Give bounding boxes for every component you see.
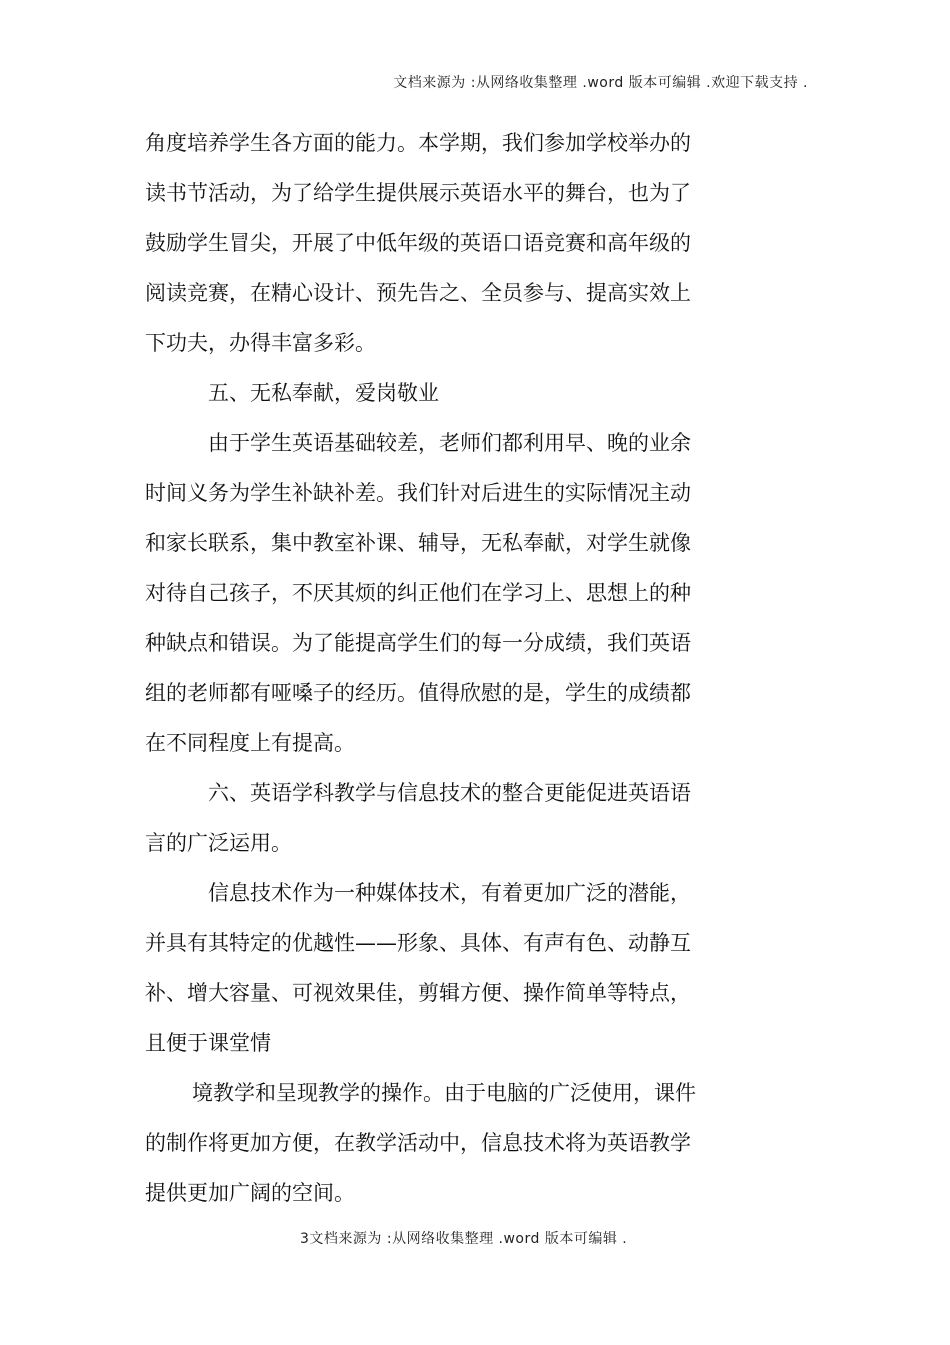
body-line: 鼓励学生冒尖，开展了中低年级的英语口语竞赛和高年级的: [145, 231, 691, 255]
document-body: [145, 118, 745, 1218]
body-line: 信息技术作为一种媒体技术，有着更加广泛的潜能，: [208, 881, 691, 905]
page-header: 文档来源为 :从网络收集整理 .word 版本可编辑 .欢迎下载支持 .: [393, 75, 808, 91]
body-line: 由于学生英语基础较差，老师们都利用早、晚的业余: [208, 431, 691, 455]
body-line: 时间义务为学生补缺补差。我们针对后进生的实际情况主动: [145, 481, 691, 505]
body-line: 在不同程度上有提高。: [145, 731, 355, 755]
body-line: 且便于课堂情: [145, 1031, 271, 1055]
body-line: 角度培养学生各方面的能力。本学期，我们参加学校举办的: [145, 131, 691, 155]
body-line: 并具有其特定的优越性——形象、具体、有声有色、动静互: [145, 931, 691, 955]
body-line: 下功夫，办得丰富多彩。: [145, 331, 376, 355]
body-line: 组的老师都有哑嗓子的经历。值得欣慰的是，学生的成绩都: [145, 681, 691, 705]
body-line: 对待自己孩子，不厌其烦的纠正他们在学习上、思想上的种: [145, 581, 691, 605]
body-line: 境教学和呈现教学的操作。由于电脑的广泛使用，课件: [192, 1081, 696, 1105]
page-footer: 3文档来源为 :从网络收集整理 .word 版本可编辑 .: [300, 1231, 628, 1247]
body-line: 和家长联系，集中教室补课、辅导，无私奉献，对学生就像: [145, 531, 691, 555]
body-line: 的制作将更加方便，在教学活动中，信息技术将为英语教学: [145, 1131, 691, 1155]
body-line: 提供更加广阔的空间。: [145, 1181, 355, 1205]
section-heading: 六、英语学科教学与信息技术的整合更能促进英语语: [208, 781, 691, 805]
body-line: 补、增大容量、可视效果佳，剪辑方便、操作简单等特点，: [145, 981, 691, 1005]
body-line: 阅读竞赛，在精心设计、预先告之、全员参与、提高实效上: [145, 281, 691, 305]
section-heading: 五、无私奉献，爱岗敬业: [208, 381, 439, 405]
body-line: 读书节活动，为了给学生提供展示英语水平的舞台，也为了: [145, 181, 691, 205]
body-line: 言的广泛运用。: [145, 831, 292, 855]
body-line: 种缺点和错误。为了能提高学生们的每一分成绩，我们英语: [145, 631, 691, 655]
